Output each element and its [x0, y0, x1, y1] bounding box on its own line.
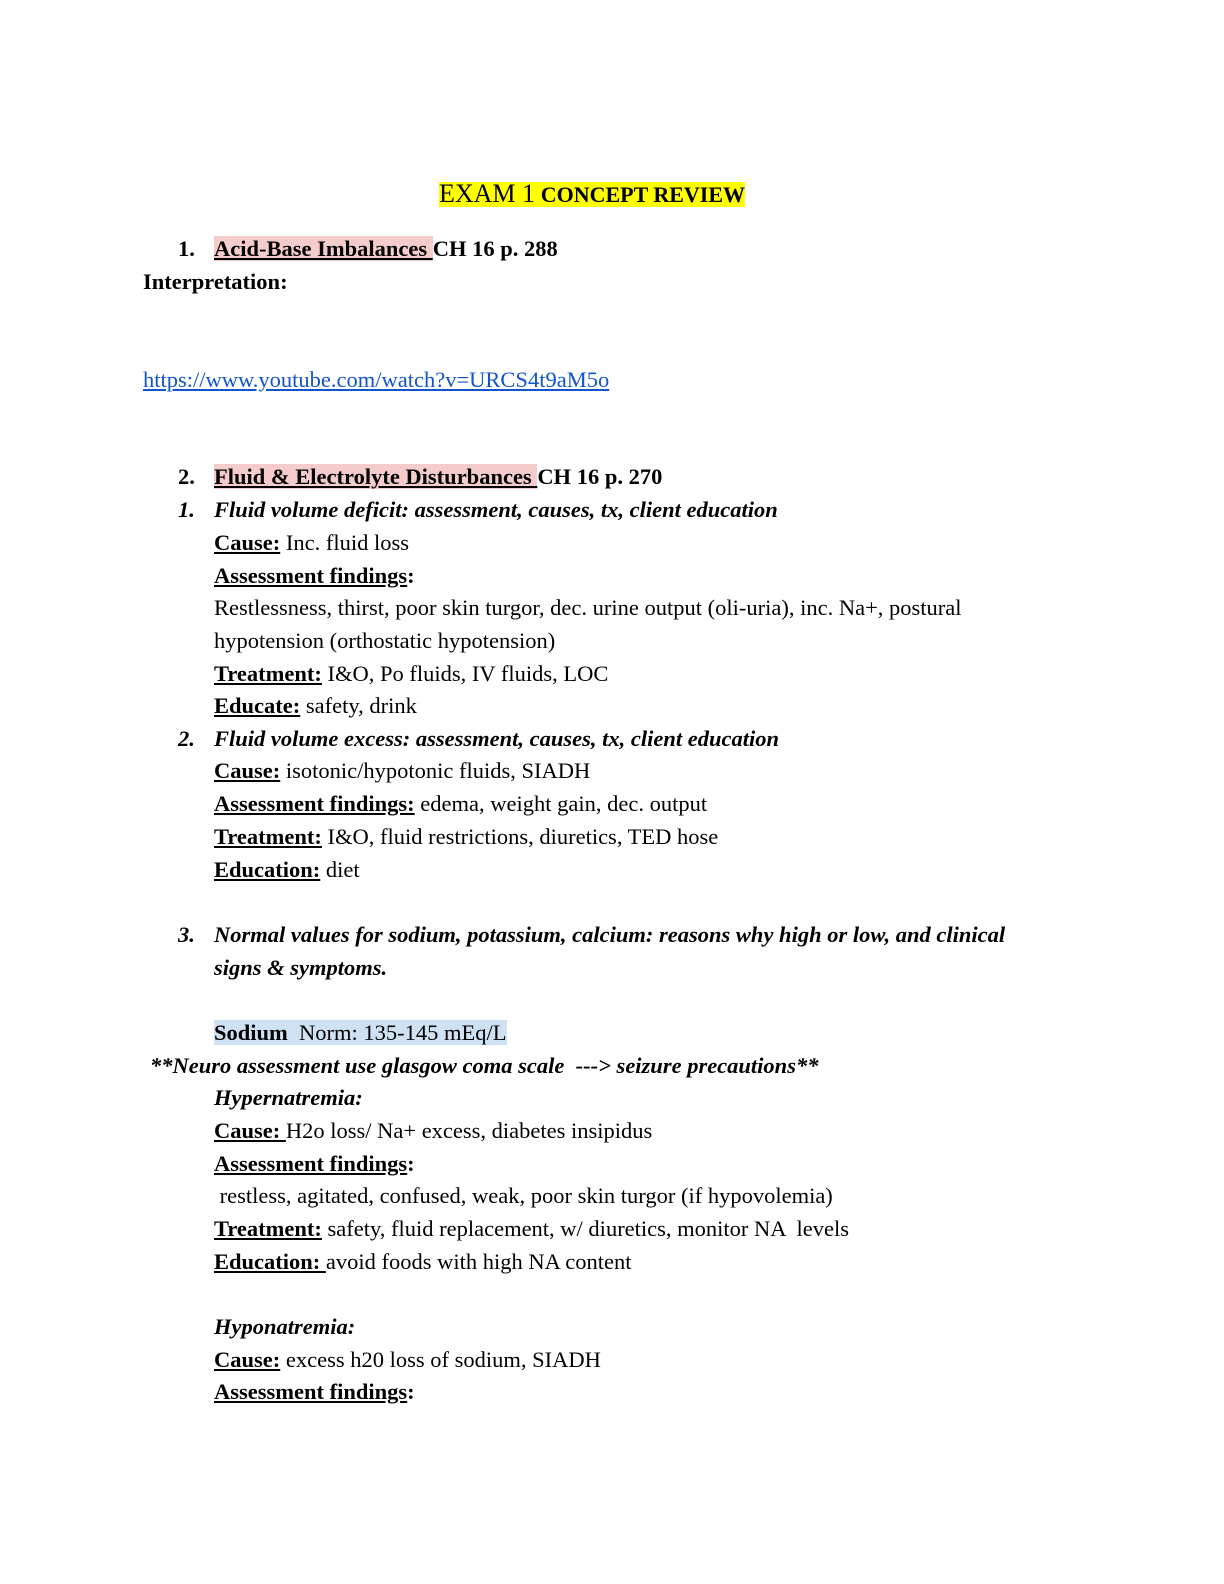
item2-treatment — [214, 826, 718, 849]
item2-assessment — [214, 793, 707, 816]
item1-number: 1. — [178, 497, 195, 522]
item1-assessment-line2: hypotension (orthostatic hypotension) — [214, 628, 556, 653]
section1-ref: CH 16 p. 288 — [432, 236, 558, 261]
hypo-assessment-colon: : — [407, 1379, 415, 1404]
title-highlight — [439, 179, 746, 208]
page-title — [439, 181, 745, 207]
section1-heading: Acid-Base Imbalances — [214, 236, 433, 261]
section2-heading: Fluid & Electrolyte Disturbances — [214, 464, 538, 489]
section1-number: 1. — [178, 236, 195, 261]
item1-cause-label: Cause: — [214, 530, 281, 555]
hyper-assessment-text: restless, agitated, confused, weak, poor skin turgor (if hypovolemia) — [214, 1183, 833, 1208]
item1-assessment-label: Assessment findings — [214, 563, 408, 588]
section2-number: 2. — [178, 464, 195, 489]
section2-heading-line — [214, 466, 662, 489]
item1-assessment — [214, 565, 415, 588]
item1-cause — [214, 532, 409, 555]
item2-education-label: Education: — [214, 857, 321, 882]
item2-cause-label: Cause: — [214, 758, 281, 783]
sodium-norm: Norm: 135-145 mEq/L — [287, 1020, 507, 1045]
item1-treatment — [214, 663, 608, 686]
hypo-cause — [214, 1349, 601, 1372]
title-exam: EXAM 1 — [439, 179, 536, 208]
sodium-label: Sodium — [214, 1020, 288, 1045]
hypo-assessment-label: Assessment findings — [214, 1379, 408, 1404]
item2-treatment-text: I&O, fluid restrictions, diuretics, TED hose — [321, 824, 719, 849]
title-concept-review: CONCEPT REVIEW — [540, 182, 746, 207]
item2-title: Fluid volume excess: assessment, causes, tx, client education — [214, 726, 779, 751]
hyper-treatment-text: safety, fluid replacement, w/ diuretics, monitor NA levels — [321, 1216, 850, 1241]
item1-educate — [214, 695, 417, 718]
neuro-note: **Neuro assessment use glasgow coma scale ---> seizure precautions** — [150, 1053, 819, 1078]
hyper-education — [214, 1251, 632, 1274]
item2-assessment-text: edema, weight gain, dec. output — [414, 791, 708, 816]
item3-title-line1: Normal values for sodium, potassium, calcium: reasons why high or low, and clinical — [214, 922, 1006, 947]
sodium-heading — [214, 1022, 507, 1045]
section2-ref: CH 16 p. 270 — [537, 464, 663, 489]
hyper-treatment — [214, 1218, 849, 1241]
item3-number: 3. — [178, 922, 195, 947]
item2-assessment-label: Assessment findings: — [214, 791, 415, 816]
hyper-cause-label: Cause: — [214, 1118, 286, 1143]
item3-title-line2: signs & symptoms. — [214, 955, 388, 980]
item2-treatment-label: Treatment: — [214, 824, 322, 849]
item2-cause — [214, 760, 590, 783]
hyper-education-text: avoid foods with high NA content — [325, 1249, 632, 1274]
hyper-cause — [214, 1120, 652, 1143]
hypo-cause-label: Cause: — [214, 1347, 281, 1372]
item1-treatment-label: Treatment: — [214, 661, 322, 686]
item2-education — [214, 859, 360, 882]
item2-number: 2. — [178, 726, 195, 751]
hypo-cause-text: excess h20 loss of sodium, SIADH — [280, 1347, 601, 1372]
interpretation-label: Interpretation: — [143, 269, 288, 294]
hyper-cause-text: H2o loss/ Na+ excess, diabetes insipidus — [285, 1118, 653, 1143]
item2-cause-text: isotonic/hypotonic fluids, SIADH — [280, 758, 591, 783]
item1-title: Fluid volume deficit: assessment, causes, tx, client education — [214, 497, 778, 522]
hypo-heading: Hyponatremia: — [214, 1314, 356, 1339]
item1-assessment-colon: : — [407, 563, 415, 588]
hyper-assessment-label: Assessment findings — [214, 1151, 408, 1176]
hyper-education-label: Education: — [214, 1249, 326, 1274]
hyper-assessment — [214, 1153, 415, 1176]
youtube-link[interactable]: https://www.youtube.com/watch?v=URCS4t9aM5o — [143, 367, 610, 392]
youtube-link-line — [143, 369, 609, 392]
hyper-assessment-colon: : — [407, 1151, 415, 1176]
item1-educate-text: safety, drink — [300, 693, 417, 718]
section1-heading-line — [214, 238, 558, 261]
item1-treatment-text: I&O, Po fluids, IV fluids, LOC — [321, 661, 609, 686]
item2-education-text: diet — [320, 857, 360, 882]
item1-educate-label: Educate: — [214, 693, 301, 718]
item1-cause-text: Inc. fluid loss — [280, 530, 409, 555]
hyper-heading: Hypernatremia: — [214, 1085, 363, 1110]
item1-assessment-line1: Restlessness, thirst, poor skin turgor, dec. urine output (oli-uria), inc. Na+, postural — [214, 595, 962, 620]
sodium-highlight — [214, 1020, 507, 1045]
hypo-assessment — [214, 1381, 415, 1404]
hyper-treatment-label: Treatment: — [214, 1216, 322, 1241]
